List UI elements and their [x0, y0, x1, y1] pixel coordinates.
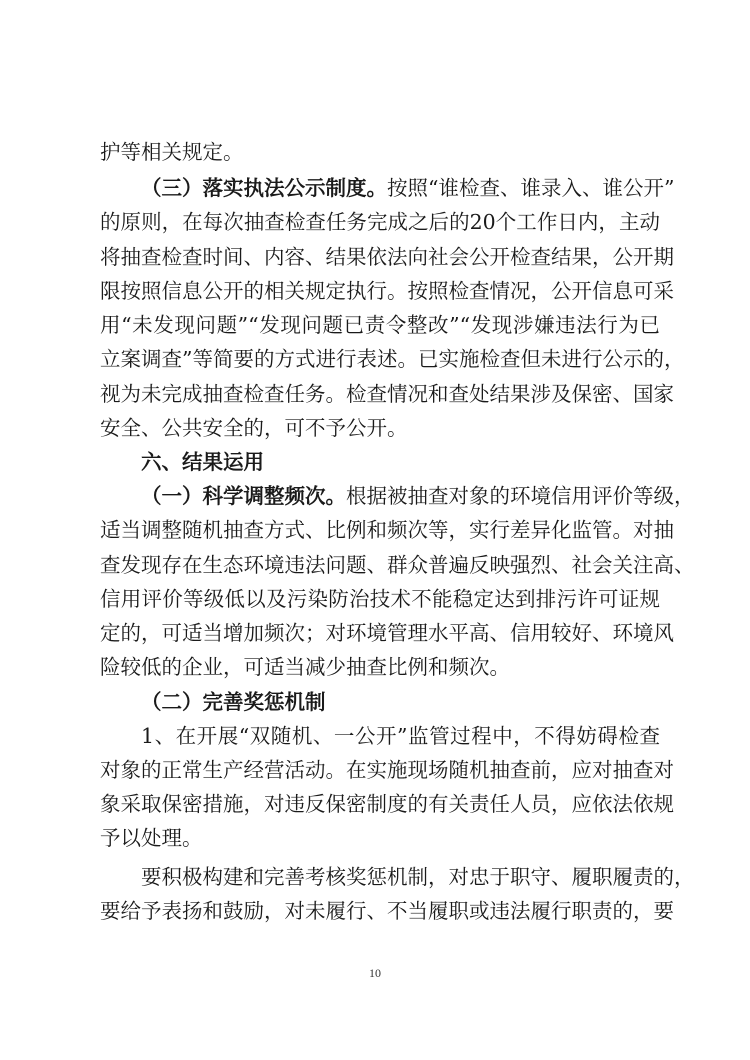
- paragraph-line: 定的，可适当增加频次；对环境管理水平高、信用较好、环境风: [100, 621, 674, 645]
- paragraph-line: 护等相关规定。: [100, 140, 244, 164]
- paragraph-line: 查发现存在生态环境违法问题、群众普遍反映强烈、社会关注高、: [100, 553, 695, 577]
- paragraph-line: 险较低的企业，可适当减少抽查比例和频次。: [100, 655, 510, 679]
- section-heading-1: （一）科学调整频次。: [141, 484, 346, 508]
- section-heading-2: （二）完善奖惩机制: [141, 690, 326, 714]
- paragraph-line: 1、在开展“双随机、一公开”监管过程中，不得妨碍检查: [141, 724, 660, 748]
- paragraph-line: 用“未发现问题”“发现问题已责令整改”“发现涉嫌违法行为已: [100, 313, 660, 337]
- paragraph-line: 视为未完成抽查检查任务。检查情况和查处结果涉及保密、国家: [100, 382, 674, 406]
- paragraph-line: 的原则，在每次抽查检查任务完成之后的20个工作日内，主动: [100, 210, 660, 234]
- paragraph-line: 适当调整随机抽查方式、比例和频次等，实行差异化监管。对抽: [100, 518, 674, 542]
- paragraph-line: 限按照信息公开的相关规定执行。按照检查情况，公开信息可采: [100, 279, 674, 303]
- paragraph-line: 立案调查”等简要的方式进行表述。已实施检查但未进行公示的，: [100, 347, 685, 371]
- section-3-lead-line: （三）落实执法公示制度。按照“谁检查、谁录入、谁公开”: [141, 176, 675, 200]
- paragraph-line: 要给予表扬和鼓励，对未履行、不当履职或违法履行职责的，要: [100, 899, 674, 923]
- paragraph-line: 对象的正常生产经营活动。在实施现场随机抽查前，应对抽查对: [100, 758, 674, 782]
- paragraph-line: 信用评价等级低以及污染防治技术不能稳定达到排污许可证规: [100, 587, 660, 611]
- paragraph-line: 将抽查检查时间、内容、结果依法向社会公开检查结果，公开期: [100, 245, 674, 269]
- section-1-lead-line: （一）科学调整频次。根据被抽查对象的环境信用评价等级，: [141, 484, 695, 508]
- page-number: 10: [369, 966, 381, 980]
- paragraph-line: 象采取保密措施，对违反保密制度的有关责任人员，应依法依规: [100, 792, 674, 816]
- paragraph-line: 安全、公共安全的，可不予公开。: [100, 416, 408, 440]
- section-heading-3: （三）落实执法公示制度。: [141, 176, 387, 200]
- paragraph-line: 予以处理。: [100, 826, 203, 850]
- paragraph-line: 要积极构建和完善考核奖惩机制，对忠于职守、履职履责的，: [141, 865, 695, 889]
- chapter-heading-6: 六、结果运用: [141, 450, 264, 474]
